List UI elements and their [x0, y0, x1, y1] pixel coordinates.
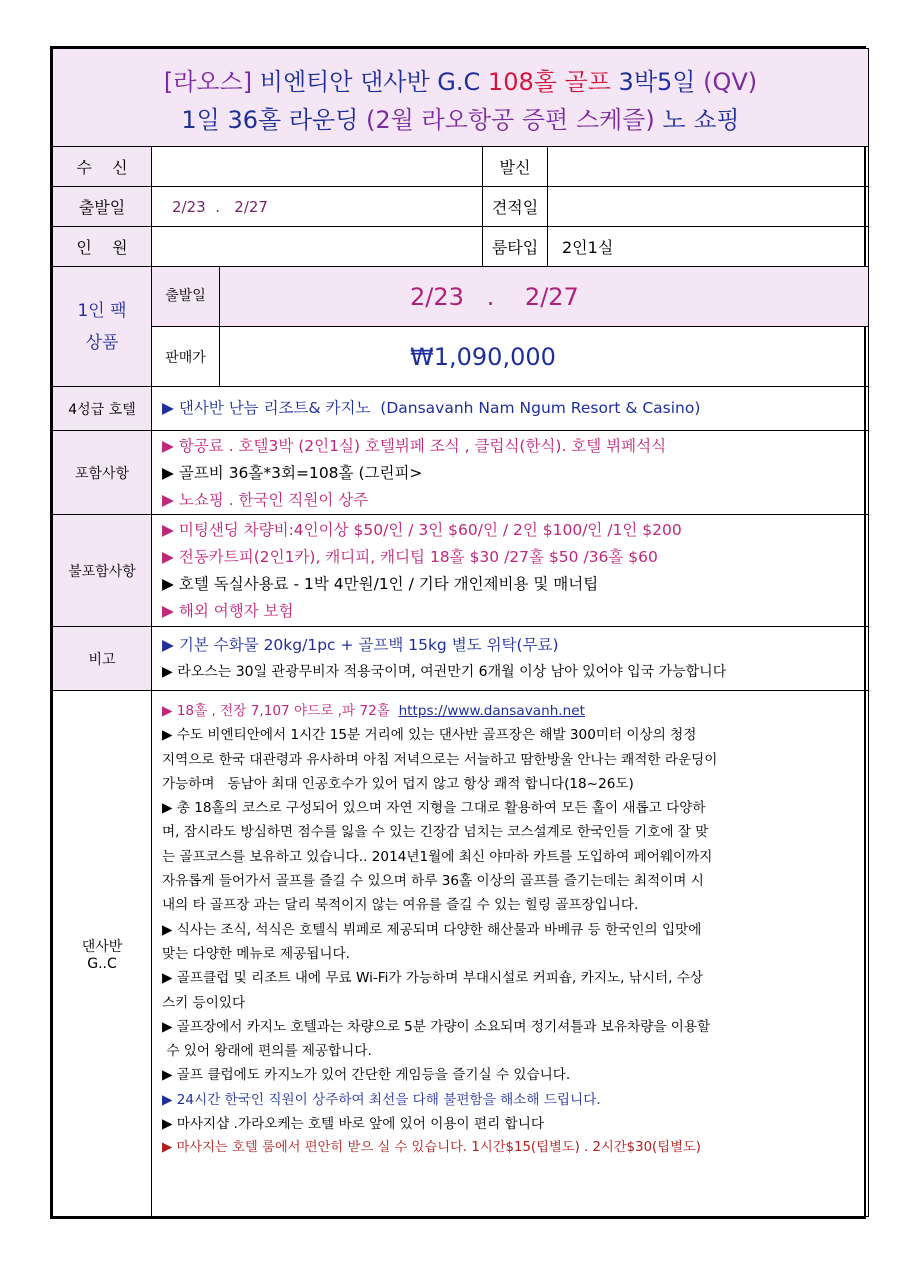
- included-item: ▶ 골프비 36홀*3회=108홀 (그린피>: [162, 464, 423, 482]
- departure-value: 2/23 . 2/27: [152, 187, 483, 227]
- hotel-bullet: ▶: [162, 399, 174, 417]
- recipient-label: 수 신: [53, 147, 152, 187]
- remarks-item: ▶ 라오스는 30일 관광무비자 적용국이며, 여권만기 6개월 이상 남아 있어야 입국 가능합니다: [162, 663, 727, 680]
- included-item: ▶ 노쇼핑 . 한국인 직원이 상주: [162, 491, 369, 509]
- excluded-item: ▶ 해외 여행자 보험: [162, 601, 294, 620]
- package-price-value: ₩1,090,000: [220, 327, 869, 387]
- course-intro: [162, 699, 864, 723]
- quotation-document: [50, 46, 866, 1219]
- course-paragraph: 스키 등이있다: [162, 994, 246, 1011]
- title-holes: 108홀 골프: [487, 67, 611, 96]
- quote-date-label: 견적일: [483, 187, 548, 227]
- quote-date-value: [548, 187, 869, 227]
- package-label: [53, 267, 152, 387]
- package-label-line-1: 1인 팩: [77, 300, 127, 321]
- title-region: [라오스]: [163, 67, 253, 96]
- hotel-value: [152, 387, 869, 431]
- included-label: 포함사항: [53, 431, 152, 515]
- sender-label: 발신: [483, 147, 548, 187]
- course-paragraph: 맞는 다양한 메뉴로 제공됩니다.: [162, 945, 350, 962]
- package-departure-value: 2/23 . 2/27: [220, 267, 869, 327]
- included-item: ▶ 항공료 . 호텔3박 (2인1실) 호텔뷔페 조식 , 클럽식(한식). 호텔 뷔페석식: [162, 437, 667, 455]
- course-paragraph: 지역으로 한국 대관령과 유사하며 아침 저녁으로는 서늘하고 땀한방울 안나는 쾌적한 라운딩이: [162, 751, 718, 768]
- course-paragraph: ▶ 식사는 조식, 석식은 호텔식 뷔페로 제공되며 다양한 해산물과 바베큐 등 한국인의 입맛에: [162, 921, 702, 938]
- quotation-table: [52, 48, 869, 1217]
- room-type-label: 룸타입: [483, 227, 548, 267]
- excluded-item: ▶ 호텔 독실사용료 - 1박 4만원/1인 / 기타 개인제비용 및 매너팁: [162, 574, 599, 593]
- title-no-shopping: 노 쇼핑: [654, 105, 740, 134]
- included-list: [152, 431, 869, 515]
- course-paragraph: ▶ 골프 클럽에도 카지노가 있어 간단한 게임등을 즐기실 수 있습니다.: [162, 1067, 571, 1084]
- title-schedule: (2월 라오항공 증편 스케즐): [366, 105, 655, 134]
- package-price-label: 판매가: [152, 327, 220, 387]
- remarks-item: ▶ 기본 수화물 20kg/1pc + 골프백 15kg 별도 위탁(무료): [162, 635, 559, 654]
- course-paragraph: 자유롭게 들어가서 골프를 즐길 수 있으며 하루 36홀 이상의 골프를 즐기는데는 최적이며 시: [162, 873, 704, 890]
- course-paragraph: 가능하며 동남아 최대 인공호수가 있어 덥지 않고 항상 쾌적 합니다(18~26도): [162, 775, 634, 792]
- course-paragraph: ▶ 24시간 한국인 직원이 상주하여 최선을 다해 불편함을 해소해 드립니다.: [162, 1091, 601, 1108]
- people-value: [152, 227, 483, 267]
- excluded-label: 불포함사항: [53, 515, 152, 627]
- course-website-link[interactable]: https://www.dansavanh.net: [398, 703, 585, 719]
- departure-label: 출발일: [53, 187, 152, 227]
- excluded-list: [152, 515, 869, 627]
- hotel-label: 4성급 호텔: [53, 387, 152, 431]
- course-label-line-1: 댄사반: [81, 938, 123, 955]
- title-line-2: [53, 101, 868, 139]
- excluded-item: ▶ 미팅샌딩 차량비:4인이상 $50/인 / 3인 $60/인 / 2인 $100/인 /1인 $200: [162, 520, 682, 539]
- course-label-line-2: G..C: [87, 955, 117, 972]
- title-course: 비엔티안 댄사반 G.C: [252, 67, 488, 96]
- remarks-label: 비고: [53, 627, 152, 691]
- course-label: [53, 691, 152, 1217]
- package-departure-label: 출발일: [152, 267, 220, 327]
- course-paragraph: ▶ 마사지는 호텔 룸에서 편안히 받으 실 수 있습니다. 1시간$15(팁별도) . 2시간$30(팁별도): [162, 1140, 701, 1156]
- sender-value: [548, 147, 869, 187]
- course-paragraph: ▶ 골프클럽 및 리조트 내에 무료 Wi-Fi가 가능하며 부대시설로 커피숍, 카지노, 낚시터, 수상: [162, 970, 704, 987]
- course-paragraph: 는 골프코스를 보유하고 있습니다.. 2014년1월에 최신 야마하 카트를 도입하여 페어웨이까지: [162, 848, 713, 865]
- title-code: (QV): [703, 67, 758, 96]
- course-intro-text: ▶ 18홀 , 전장 7,107 야드로 ,파 72홀: [162, 703, 399, 719]
- recipient-value: [152, 147, 483, 187]
- hotel-name: 댄사반 난늠 리조트& 카지노 (Dansavanh Nam Ngum Resort & Casino): [173, 399, 701, 417]
- title-duration: 3박5일: [610, 67, 704, 96]
- document-title: [53, 49, 869, 147]
- remarks-list: [152, 627, 869, 691]
- course-description: [152, 691, 869, 1217]
- title-line-1: [53, 63, 868, 101]
- course-paragraph: ▶ 수도 비엔티안에서 1시간 15분 거리에 있는 댄사반 골프장은 해발 300미터 이상의 청정: [162, 727, 697, 744]
- room-type-value: 2인1실: [548, 227, 869, 267]
- course-paragraph: ▶ 골프장에서 카지노 호텔과는 차량으로 5분 가량이 소요되며 정기셔틀과 보유차량을 이용할: [162, 1018, 711, 1035]
- course-paragraph: 수 있어 왕래에 편의를 제공합니다.: [162, 1043, 372, 1060]
- people-label: 인 원: [53, 227, 152, 267]
- course-paragraph: ▶ 총 18홀의 코스로 구성되어 있으며 자연 지형을 그대로 활용하여 모든 홀이 새롭고 다양하: [162, 800, 706, 817]
- title-rounds: 1일 36홀 라운딩: [181, 105, 367, 134]
- excluded-item: ▶ 전동카트피(2인1카), 캐디피, 캐디팁 18홀 $30 /27홀 $50 /36홀 $60: [162, 547, 658, 566]
- course-paragraph: 내의 타 골프장 과는 달리 북적이지 않는 여유를 즐길 수 있는 힐링 골프장입니다.: [162, 897, 639, 914]
- package-label-line-2: 상품: [85, 332, 119, 353]
- course-paragraph: ▶ 마사지샵 .가라오케는 호텔 바로 앞에 있어 이용이 편리 합니다: [162, 1116, 544, 1133]
- course-paragraph: 며, 잠시라도 방심하면 점수를 잃을 수 있는 긴장감 넘치는 코스설계로 한국인들 기호에 잘 맞: [162, 824, 709, 841]
